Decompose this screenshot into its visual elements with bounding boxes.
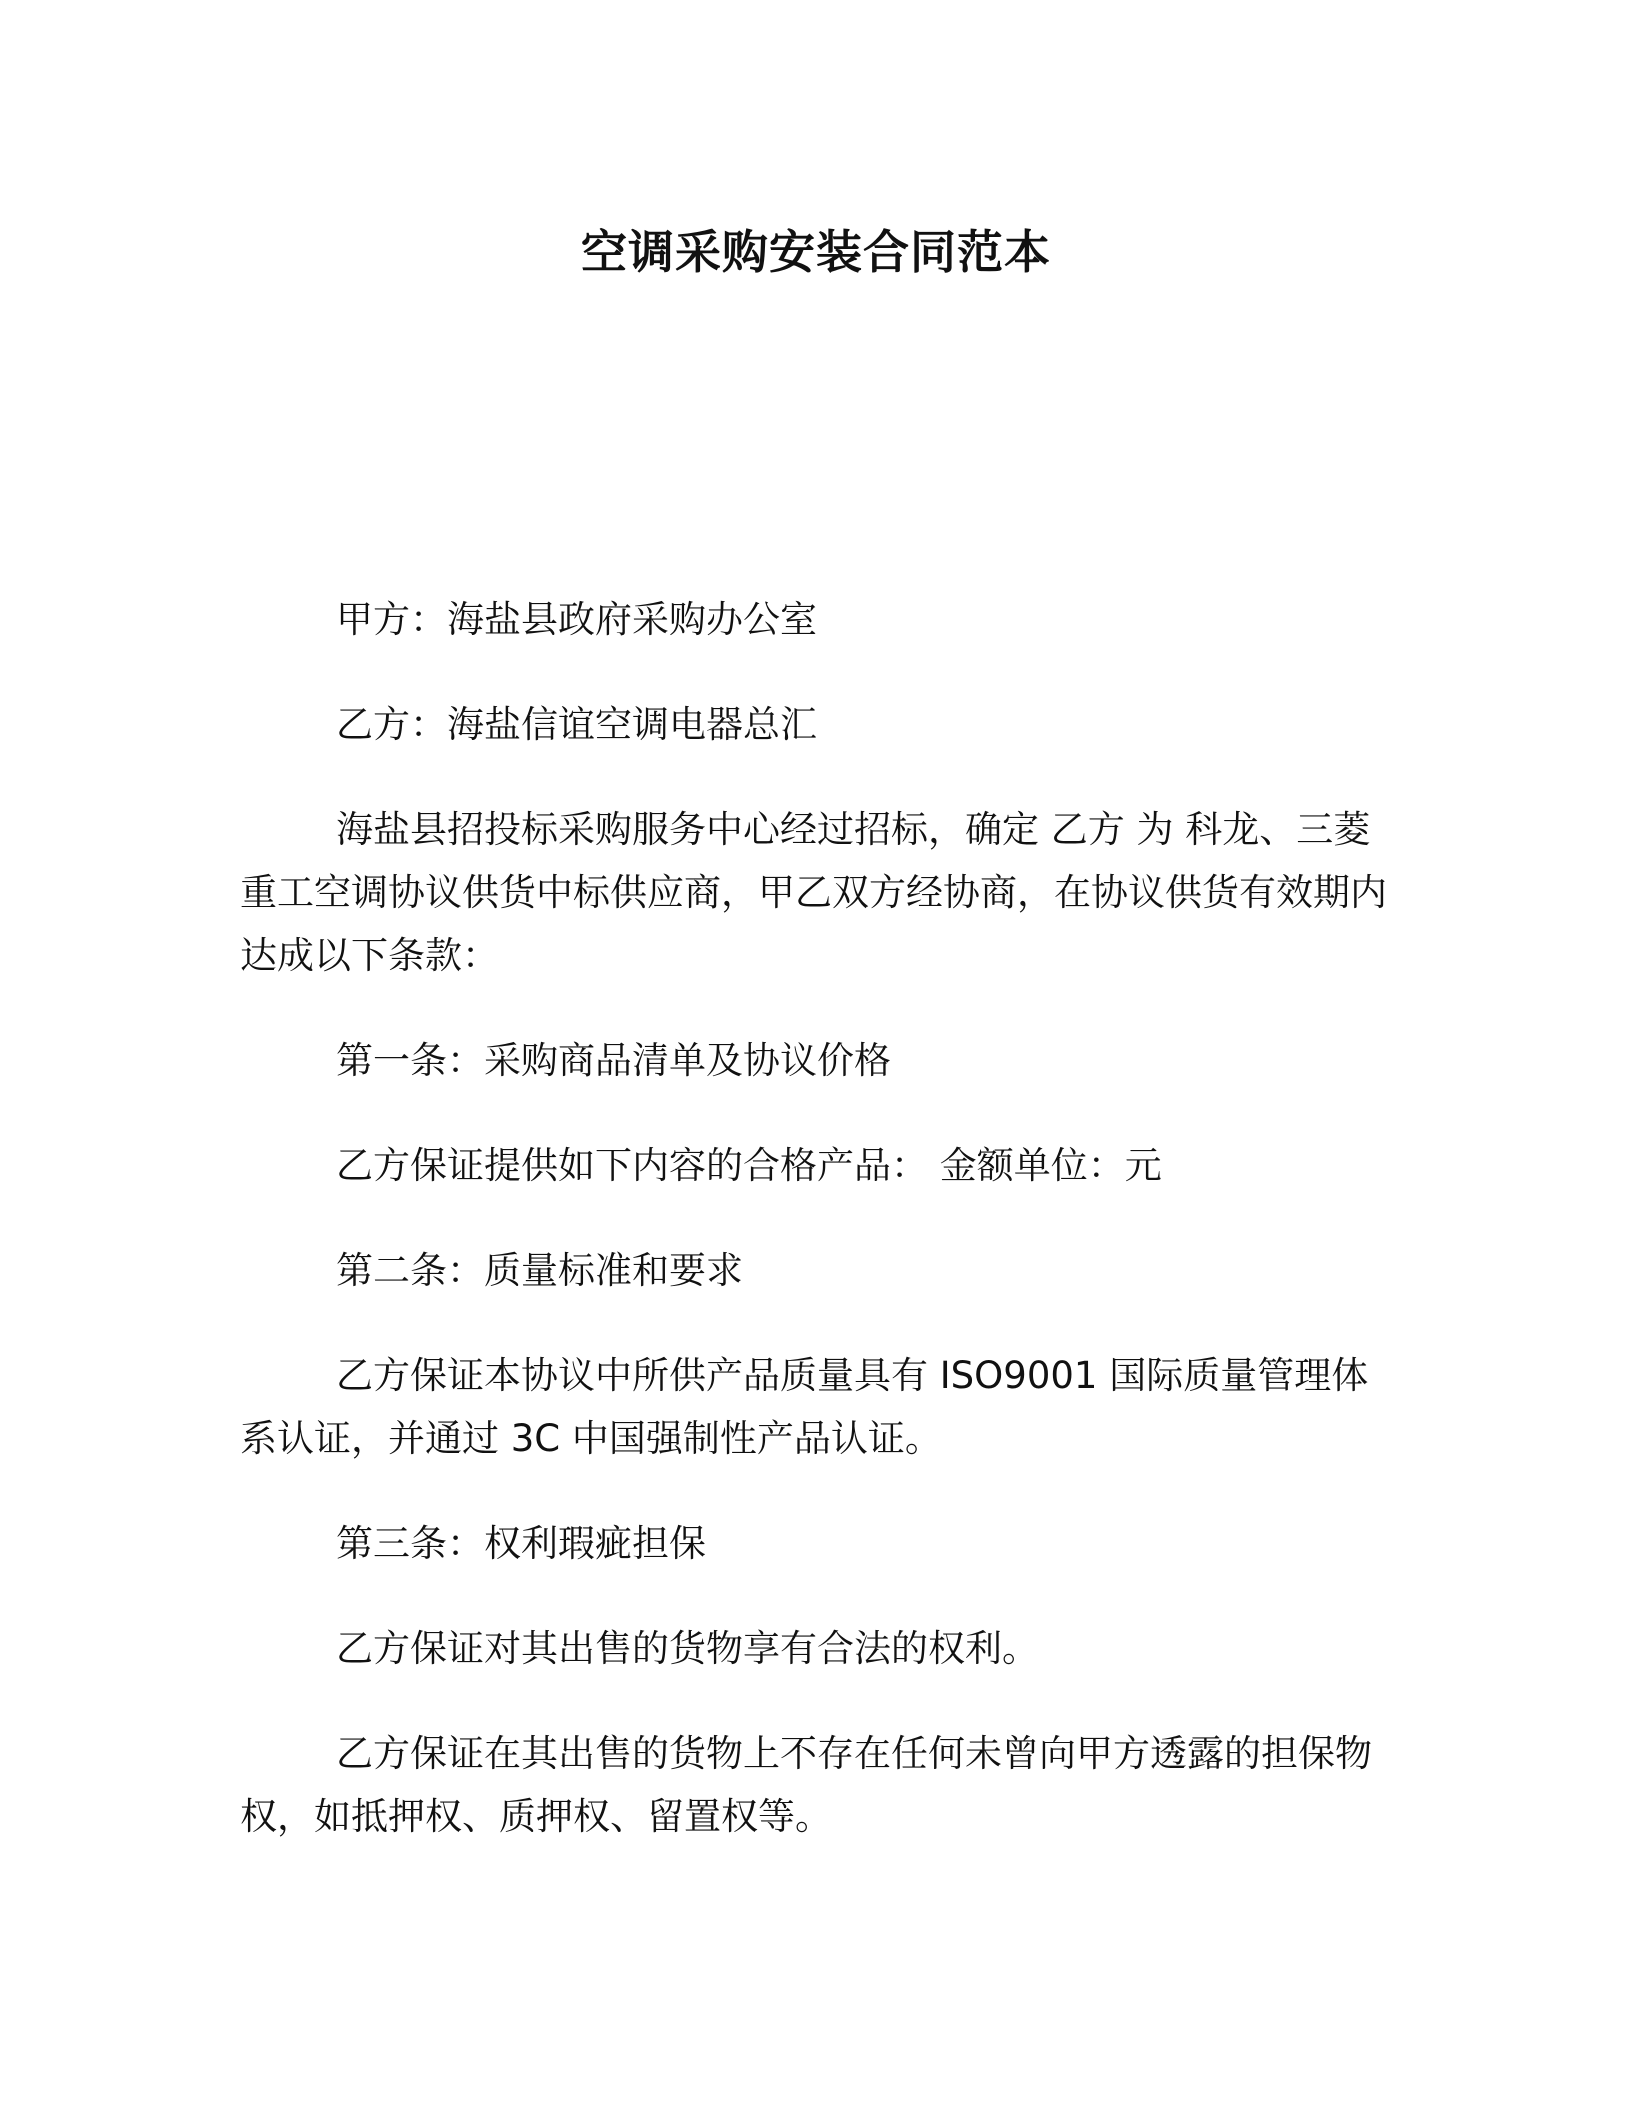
document-body — [240, 588, 1390, 1848]
document-title: 空调采购安装合同范本 — [581, 225, 1051, 279]
party-b-line: 乙方：海盐信谊空调电器总汇 — [336, 703, 817, 746]
article-3-text-1: 乙方保证对其出售的货物享有合法的权利。 — [336, 1627, 1039, 1670]
intro-paragraph: 海盐县招投标采购服务中心经过招标，确定 乙方 为 科龙、三菱重工空调协议供货中标供应商，甲乙双方经协商，在协议供货有效期内达成以下条款： — [240, 808, 1387, 977]
article-1-text: 乙方保证提供如下内容的合格产品： 金额单位：元 — [336, 1144, 1162, 1187]
article-1-heading: 第一条：采购商品清单及协议价格 — [336, 1039, 891, 1082]
party-a-line: 甲方：海盐县政府采购办公室 — [336, 598, 817, 641]
article-3-text-2: 乙方保证在其出售的货物上不存在任何未曾向甲方透露的担保物权，如抵押权、质押权、留置权等。 — [240, 1732, 1372, 1838]
article-3-heading: 第三条：权利瑕疵担保 — [336, 1522, 706, 1565]
article-2-heading: 第二条：质量标准和要求 — [336, 1249, 743, 1292]
article-2-text: 乙方保证本协议中所供产品质量具有 ISO9001 国际质量管理体系认证，并通过 3C 中国强制性产品认证。 — [240, 1354, 1369, 1460]
